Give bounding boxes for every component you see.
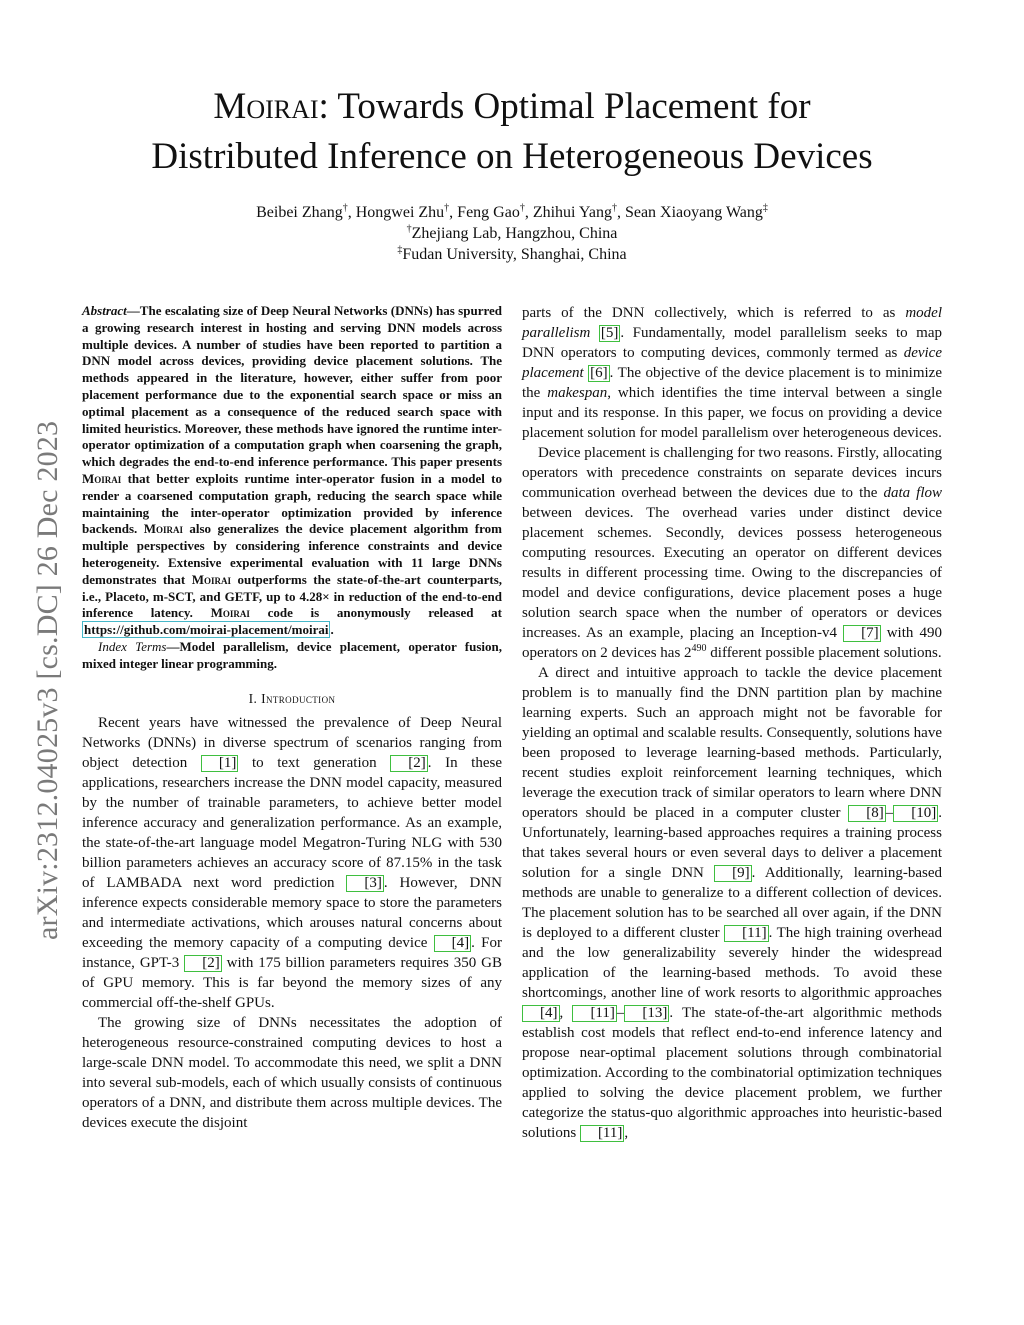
author-name: Zhihui Yang [532,204,612,221]
affiliation-mark: † [342,202,348,214]
citation-link[interactable]: [9] [714,865,752,882]
citation-link[interactable]: [8] [848,805,886,822]
code-repo-link[interactable]: https://github.com/moirai-placement/moirai [84,622,329,638]
paragraph: The growing size of DNNs necessitates the adoption of heterogeneous resource-constrained computing devices to host a large-scale DNN model. To accommodate this need, we split a DNN into several sub-models, each of which usually consists of continuous operators of a DNN, and distribute them across multiple devices. The devices execute the disjoint [82,1014,502,1131]
citation-link[interactable]: [5] [600,325,619,341]
affiliation-1: †Zhejiang Lab, Hangzhou, China [406,223,618,242]
citation-link[interactable]: [11] [572,1005,616,1022]
citation-link[interactable]: [13] [624,1005,669,1022]
citation-link[interactable]: [4] [522,1005,560,1022]
citation-link[interactable]: [2] [390,755,428,772]
system-name: Moirai [213,86,319,127]
citation-link[interactable]: [2] [184,955,222,972]
right-column [522,303,942,1143]
index-terms-label: Index Terms [98,638,167,654]
affiliation-mark: † [519,202,525,214]
citation-link[interactable]: [6] [590,365,608,381]
left-column [82,303,502,1133]
affiliation-mark: † [611,202,617,214]
index-terms: Index Terms—Model parallelism, device placement, operator fusion, mixed integer linear programming. [82,638,502,671]
author-name: Beibei Zhang [256,204,343,221]
title-line1: : Towards Optimal Placement for [318,86,811,127]
author-name: Hongwei Zhu [355,204,445,221]
section-heading: I. Introduction [248,690,336,706]
affiliation-mark: ‡ [762,202,768,214]
affiliation-2: ‡Fudan University, Shanghai, China [397,244,627,263]
citation-link[interactable]: [7] [843,625,881,642]
citation-link[interactable]: [3] [346,875,384,892]
abstract-label: Abstract [82,303,127,318]
abstract-text: Abstract—The escalating size of Deep Neural Networks (DNNs) has spurred a growing research interest in hosting and serving DNN models across multiple devices. A number of studies have been reported to partition a DNN model across devices, providing device placement solutions. The methods appeared in the literature, however, either suffer from poor placement performance due to the exponential search space or miss an optimal placement as a consequence of the reduced search space with limited heuristics. Moreover, these methods have ignored the runtime inter-operator optimization of a computation graph when coarsening the graph, which degrades the end-to-end inference performance. This paper presents Moirai that better exploits runtime inter-operator fusion in a model to render a coarsened computation graph, reducing the search space while maintaining the inter-operator optimization provided by inference backends. Moirai also generalizes the device placement algorithm from multiple perspectives by considering inference constraints and device heterogeneity. Extensive experimental evaluation with 11 large DNNs demonstrates that Moirai outperforms the state-of-the-art counterparts, i.e., Placeto, m-SCT, and GETF, up to 4.28× in reduction of the end-to-end inference latency. Moirai code is anonymously released at https://github.com/moirai-placement/moirai . [82,303,503,638]
paragraph: Recent years have witnessed the prevalence of Deep Neural Networks (DNNs) in diverse spectrum of scenarios ranging from object detection [1] to text generation [2] . In these applications, researchers increase the DNN model capacity, measured by the number of trainable parameters, to achieve better model inference accuracy and generalization performance. As an example, the state-of-the-art language model Megatron-Turing NLG with 530 billion parameters achieves an accuracy score of 87.15% in the task of LAMBADA next word prediction [3] . However, DNN inference expects considerable memory space to store the parameters and intermediate activations, which arouses natural concerns about exceeding the memory capacity of a computing device [4] . For instance, GPT-3 [2] with 175 billion parameters requires 350 GB of GPU memory. This is far beyond the memory sizes of any commercial off-the-shelf GPUs. [82,714,503,1011]
citation-link[interactable]: [10] [893,805,938,822]
citation-link[interactable]: [11] [724,925,768,942]
author-name: Feng Gao [457,204,520,221]
intro-body-right [522,303,942,1143]
paragraph: parts of the DNN collectively, which is referred to as model parallelism [5] . Fundamentally, model parallelism seeks to map DNN operators to computing devices, commonly termed as device placement [6] . The objective of the device placement is to minimize the makespan, which identifies the time interval between a single input and its response. In this paper, we focus on providing a device placement solution for model parallelism over heterogeneous devices. [522,305,943,441]
author-name: Sean Xiaoyang Wang [624,204,763,221]
citation-link[interactable]: [1] [201,755,239,772]
intro-body-left [82,713,502,1133]
citation-link[interactable]: [4] [434,935,472,952]
paragraph: Device placement is challenging for two reasons. Firstly, allocating operators with precedence constraints on separate devices incurs communication overhead between the devices due to the data flow between devices. The overhead varies under distinct device placement schemes. Secondly, devices possess heterogeneous computing resources. Executing an operator on different devices results in different processing time. Owing to the discrepancies of model and device configurations, device placement poses a huge solution search space when the number of operators or devices increases. As an example, placing an Inception-v4 [7] with 490 operators on 2 devices has $2^{490}$ different possible placement solutions. [522,445,942,661]
title-line2: Distributed Inference on Heterogeneous Devices [151,136,873,177]
citation-link[interactable]: [11] [580,1125,624,1142]
paper-title [0,82,1024,182]
paragraph: A direct and intuitive approach to tackle the device placement problem is to manually find the DNN partition plan by machine learning experts. Such an approach might not be favorable for yielding an optimal and scalable results. Consequently, solutions have been proposed to leverage learning-based methods. Particularly, recent studies exploit reinforcement learning techniques, which leverage the execution track of similar operators to learn where DNN operators should be placed in a computer cluster [8] – [10] . Unfortunately, learning-based approaches requires a training process that takes several hours or even several days to deliver a placement solution for a single DNN [9] . Additionally, learning-based methods are unable to generalize to a different collection of devices. The placement solution has to be searched all over again, if the DNN is deployed to a different cluster [11] . The high training overhead and the low generalizability severely hinder the widespread application of the learning-based methods. To avoid these shortcomings, another line of work resorts to algorithmic approaches [4] , [11] – [13] . The state-of-the-art algorithmic methods establish cost models that reflect end-to-end inference latency and propose near-optimal placement solutions through combinatorial optimization. According to the combinatorial optimization techniques applied to solving the device placement problem, we further categorize the status-quo algorithmic approaches into heuristic-based solutions [11] , [522,665,942,1141]
author-block [0,202,1024,265]
author-list: Beibei Zhang†, Hongwei Zhu†, Feng Gao†, Zhihui Yang†, Sean Xiaoyang Wang‡ [256,202,768,221]
abstract [82,303,502,673]
affiliation-mark: † [444,202,450,214]
arxiv-identifier: arXiv:2312.04025v3 [cs.DC] 26 Dec 2023 [31,420,64,940]
